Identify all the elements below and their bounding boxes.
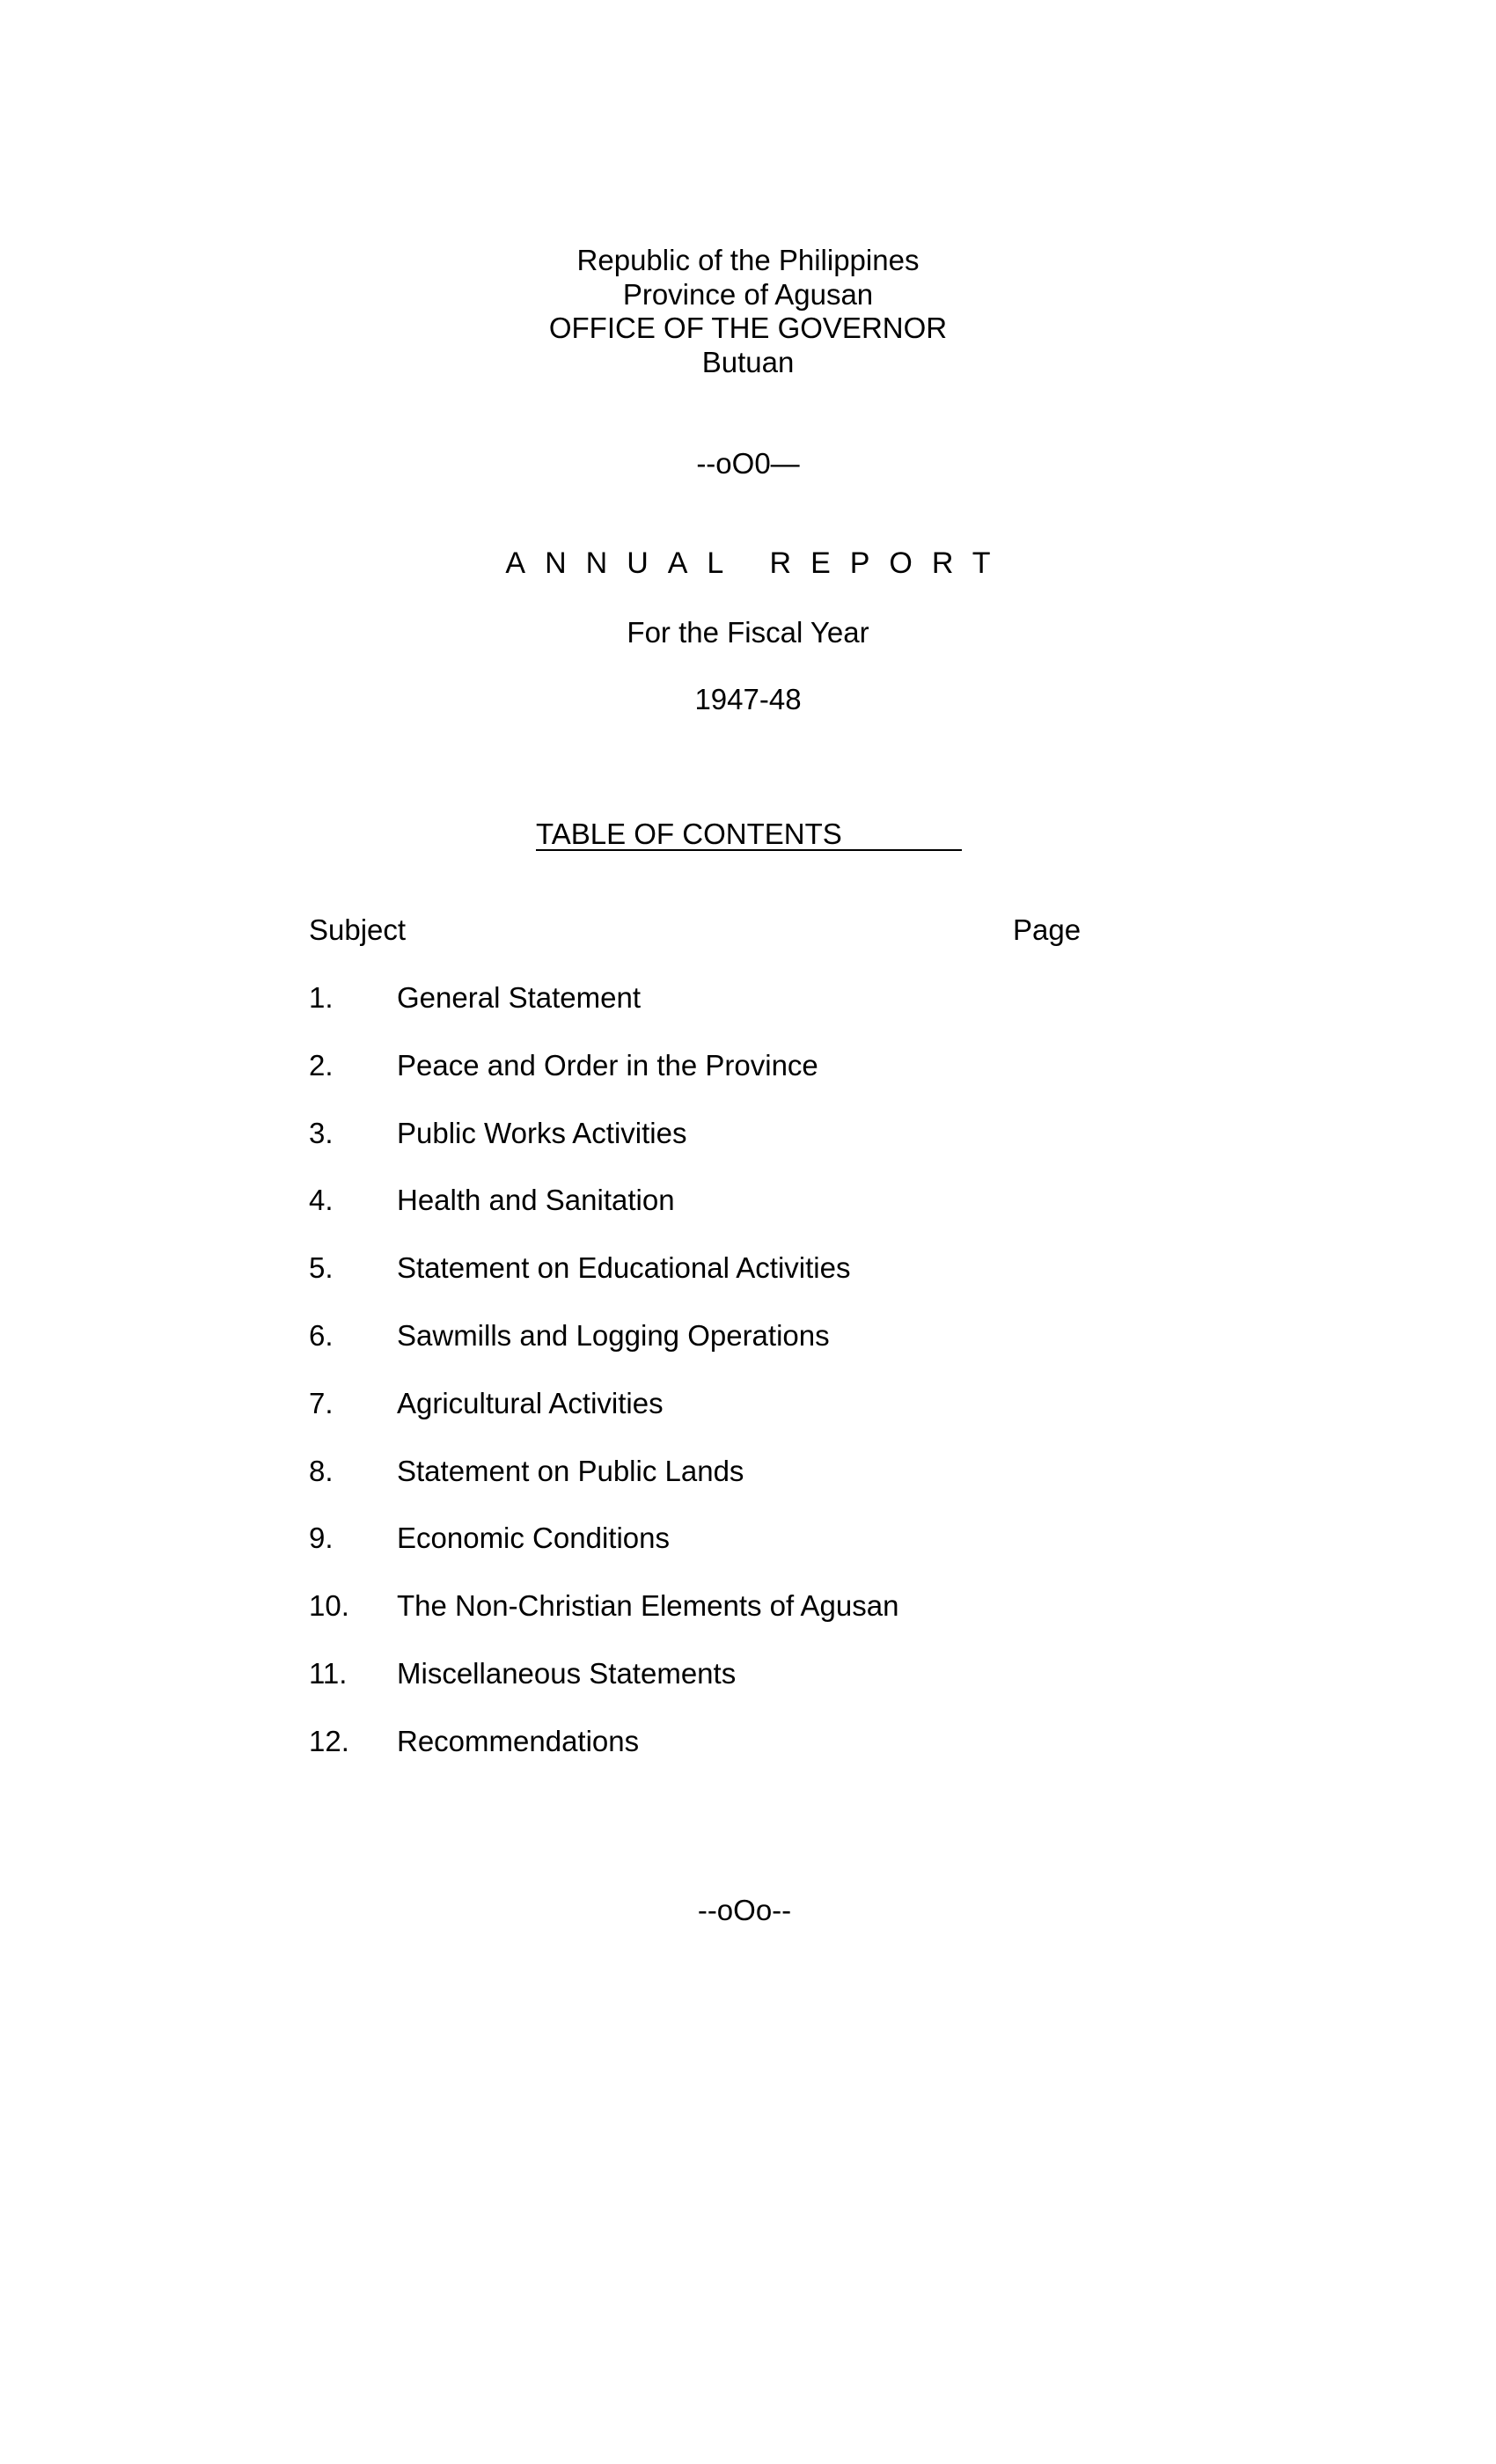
- toc-entry: [309, 981, 1189, 1049]
- report-title: ANNUAL REPORT: [505, 546, 1010, 580]
- toc-entry-number: 10.: [309, 1589, 349, 1623]
- toc-entry-title: Statement on Educational Activities: [397, 1251, 851, 1285]
- toc-entry: [309, 1589, 1189, 1657]
- letterhead-republic: Republic of the Philippines: [576, 244, 920, 276]
- toc-entry-number: 11.: [309, 1656, 348, 1690]
- toc-entry-number: 9.: [309, 1522, 334, 1555]
- report-year: 1947-48: [694, 683, 802, 715]
- toc-column-subject: Subject: [309, 913, 407, 946]
- toc-entry-title: Economic Conditions: [397, 1522, 670, 1555]
- toc-entry: [309, 1184, 1189, 1251]
- letterhead: [0, 244, 1496, 379]
- toc-entry-number: 5.: [309, 1251, 334, 1285]
- toc-entry-title: Public Works Activities: [397, 1116, 687, 1149]
- letterhead-office: OFFICE OF THE GOVERNOR: [548, 312, 948, 344]
- toc-entry: [309, 1049, 1189, 1117]
- toc-entry-title: Recommendations: [397, 1724, 640, 1757]
- toc-entry-number: 2.: [309, 1048, 334, 1082]
- toc-entry-number: 6.: [309, 1318, 334, 1352]
- toc-entry-number: 1.: [309, 981, 334, 1014]
- toc-entry-number: 8.: [309, 1454, 334, 1487]
- toc-entry: [309, 1522, 1189, 1589]
- toc-entry: [309, 1725, 1189, 1793]
- toc-entry-number: 4.: [309, 1184, 334, 1217]
- toc-heading: TABLE OF CONTENTS: [536, 818, 962, 851]
- toc-entry-title: Agricultural Activities: [397, 1386, 664, 1419]
- toc-entry-number: 12.: [309, 1724, 349, 1757]
- toc-entry: [309, 1657, 1189, 1725]
- toc-entry-title: Sawmills and Logging Operations: [397, 1318, 830, 1352]
- ornament-top: --oO0—: [696, 447, 800, 480]
- toc-entry: [309, 1387, 1189, 1455]
- toc-entry-title: Miscellaneous Statements: [397, 1656, 737, 1690]
- toc-entry: [309, 1251, 1189, 1319]
- toc-list: [309, 981, 1189, 1793]
- toc-column-page: Page: [1013, 913, 1082, 946]
- toc-entry-number: 3.: [309, 1116, 334, 1149]
- letterhead-province: Province of Agusan: [622, 277, 874, 311]
- ornament-bottom: --oOo--: [697, 1894, 792, 1926]
- toc-entry-title: Statement on Public Lands: [397, 1454, 744, 1487]
- report-subtitle: For the Fiscal Year: [627, 616, 869, 649]
- toc-entry: [309, 1117, 1189, 1184]
- toc-entry-title: The Non-Christian Elements of Agusan: [397, 1589, 899, 1623]
- toc-entry: [309, 1455, 1189, 1522]
- toc-entry: [309, 1319, 1189, 1387]
- letterhead-city: Butuan: [701, 345, 795, 378]
- toc-entry-number: 7.: [309, 1386, 334, 1419]
- toc-entry-title: General Statement: [397, 981, 641, 1014]
- toc-entry-title: Peace and Order in the Province: [397, 1048, 818, 1082]
- toc-entry-title: Health and Sanitation: [397, 1184, 675, 1217]
